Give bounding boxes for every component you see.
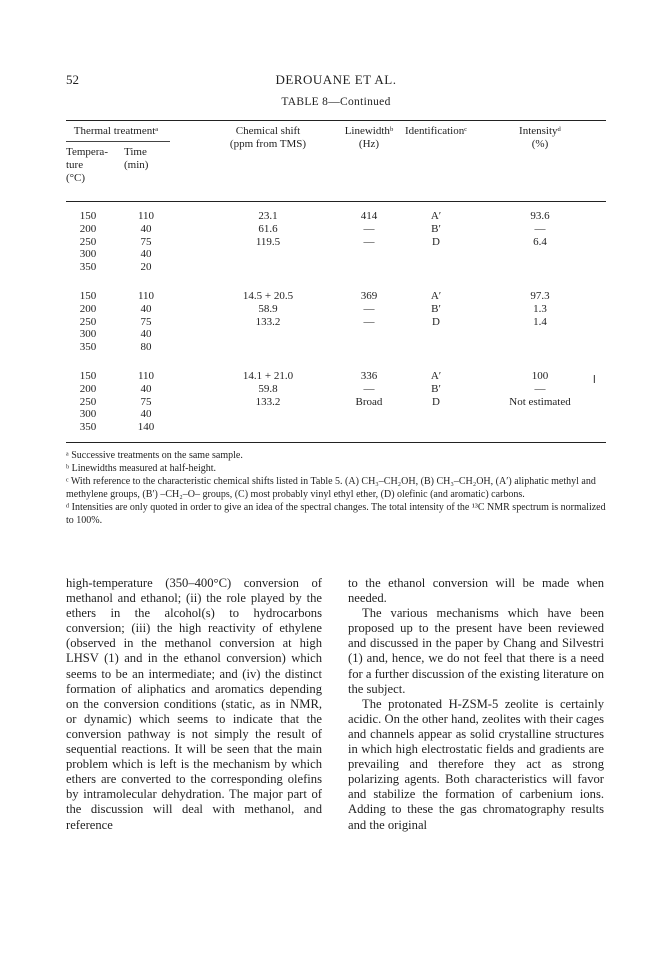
cell-temp: 350 — [79, 341, 97, 354]
cell-temp: 300 — [79, 408, 97, 421]
cell-temp: 150 — [79, 370, 97, 382]
cell-intensity: 100 — [531, 370, 549, 382]
header-time: Time (min) — [124, 146, 149, 171]
table-title: TABLE 8—Continued — [281, 96, 391, 108]
header-thermal-underline — [66, 141, 170, 142]
right-paragraph-3: The protonated H-ZSM-5 zeolite is certainly acidic. On the other hand, zeolites with their cages and channels appear as solid crystalline structures in which high electrostatic fields and gradients are prevailing and therefore they act as strong polarizing agents. Both characteristics will favor and stabilize the formation of carbenium ions. Adding to these the gas chromatography results and the original — [348, 696, 604, 832]
page-number: 52 — [66, 72, 79, 87]
cell-intensity: Not estimated — [509, 395, 571, 408]
cell-time: 40 — [140, 222, 152, 235]
cell-intensity: 6.4 — [533, 235, 547, 248]
cell-shift: 59.8 — [258, 382, 278, 395]
cell-temp: 200 — [79, 222, 97, 235]
footnote-d: ᵈ Intensities are only quoted in order to give an idea of the spectral changes. The total intensity of the ¹³C NMR spectrum is normalized to 100%. — [66, 502, 606, 526]
left-paragraph: high-temperature (350–400°C) conversion of methanol and ethanol; (ii) the role played by the ethers in the alcohol(s) to hydrocarbons conversion; (iii) the high reactivity of ethylene (observed in the methanol conversion at high LHSV (1) and in the ethanol conversion) which seems to be an intermediate; and (iv) the distinct formation of aliphatics and aromatics depending on the conversion conditions (static, as in NMR, or dynamic) which seems to indicate that the conversion pathway is not simply the result of sequential reactions. It will be seen that the main problem which is left is the mechanism by which ethers are converted to the corresponding olefins by intramolecular dehydration. The major part of the discussion will deal with methanol, and reference — [66, 576, 322, 832]
cell-shift: 14.1 + 21.0 — [242, 370, 294, 382]
running-head: DEROUANE ET AL. — [275, 72, 397, 87]
cell-temp: 350 — [79, 261, 97, 274]
cell-time: 75 — [140, 395, 152, 408]
cell-intensity: 1.4 — [533, 315, 547, 328]
cell-ident: D — [432, 395, 440, 408]
cell-intensity: 93.6 — [530, 210, 550, 222]
cell-temp: 150 — [79, 210, 97, 222]
cell-intensity: 97.3 — [530, 290, 550, 302]
cell-width: — — [363, 382, 375, 395]
cell-time: 75 — [140, 235, 152, 248]
header-linewidth: Linewidthᵇ (Hz) — [344, 125, 394, 150]
cell-time: 75 — [140, 315, 152, 328]
cell-width: Broad — [355, 395, 383, 408]
cell-time: 40 — [140, 328, 152, 341]
cell-ident: D — [432, 315, 440, 328]
cell-width: 369 — [360, 290, 378, 302]
cell-ident: A′ — [430, 370, 442, 382]
table-top-rule — [66, 120, 606, 121]
table-header-rule — [66, 201, 606, 202]
cell-time: 140 — [137, 421, 155, 434]
cell-width: — — [363, 315, 375, 328]
cell-temp: 200 — [79, 382, 97, 395]
cell-shift: 133.2 — [255, 315, 281, 328]
cell-time: 110 — [137, 290, 155, 302]
cell-ident: B′ — [431, 222, 441, 235]
footnote-a: ᵃ Successive treatments on the same sample. — [66, 450, 243, 461]
cell-width: — — [363, 222, 375, 235]
header-intensity: Intensityᵈ (%) — [519, 125, 561, 150]
header-shift: Chemical shift (ppm from TMS) — [229, 125, 307, 150]
right-paragraph-2: The various mechanisms which have been proposed up to the present have been reviewed and discussed in the paper by Chang and Silvestri (1) and, hence, we do not feel that there is a need for a further discussion of the existing literature on the subject. — [348, 606, 605, 696]
cell-width: 414 — [360, 210, 378, 222]
cell-width: — — [363, 235, 375, 248]
body-column-right — [348, 576, 604, 833]
cell-temp: 200 — [79, 302, 97, 315]
cell-width: — — [363, 302, 375, 315]
cell-temp: 250 — [79, 235, 97, 248]
cell-intensity: — — [534, 382, 546, 395]
cell-ident: A′ — [430, 290, 442, 302]
cell-time: 110 — [137, 370, 155, 382]
cell-shift: 14.5 + 20.5 — [242, 290, 294, 302]
cell-time: 110 — [137, 210, 155, 222]
cell-time: 40 — [140, 248, 152, 261]
cell-time: 40 — [140, 302, 152, 315]
cell-shift: 23.1 — [258, 210, 278, 222]
cell-shift: 133.2 — [255, 395, 281, 408]
cell-ident: A′ — [430, 210, 442, 222]
header-temp: Tempera- ture (°C) — [66, 146, 108, 184]
cell-width: 336 — [360, 370, 378, 382]
cell-intensity: — — [534, 222, 546, 235]
cell-ident: D — [432, 235, 440, 248]
cell-temp: 350 — [79, 421, 97, 434]
cell-shift: 58.9 — [258, 302, 278, 315]
cell-shift: 119.5 — [255, 235, 281, 248]
right-paragraph-1: to the ethanol conversion will be made when needed. — [348, 576, 604, 606]
body-column-left — [66, 576, 322, 833]
cell-temp: 250 — [79, 395, 97, 408]
cell-intensity: 1.3 — [533, 302, 547, 315]
footnote-b: ᵇ Linewidths measured at half-height. — [66, 463, 216, 474]
cell-temp: 300 — [79, 248, 97, 261]
cell-time: 80 — [140, 341, 152, 354]
table-footnotes — [66, 449, 606, 527]
footnote-c: ᶜ With reference to the characteristic chemical shifts listed in Table 5. (A) CH₃–CH₂OH, (B) CH₃–CH₂OH, (A′) aliphatic methyl and methylene groups, (B′) –CH₂–O– groups, (C) most probably vinyl ethyl ether, (D) olefinic (and aromatic) carbons. — [66, 476, 596, 500]
header-thermal: Thermal treatmentᵃ — [73, 125, 159, 137]
cell-time: 40 — [140, 382, 152, 395]
table-bottom-rule — [66, 442, 606, 443]
cell-ident: B′ — [431, 302, 441, 315]
cell-shift: 61.6 — [258, 222, 278, 235]
cell-time: 40 — [140, 408, 152, 421]
cell-temp: 150 — [79, 290, 97, 302]
header-identification: Identificationᶜ — [404, 125, 468, 137]
cell-time: 20 — [140, 261, 152, 274]
cell-temp: 300 — [79, 328, 97, 341]
cell-ident: B′ — [431, 382, 441, 395]
margin-mark: ǀ — [593, 372, 596, 386]
cell-temp: 250 — [79, 315, 97, 328]
